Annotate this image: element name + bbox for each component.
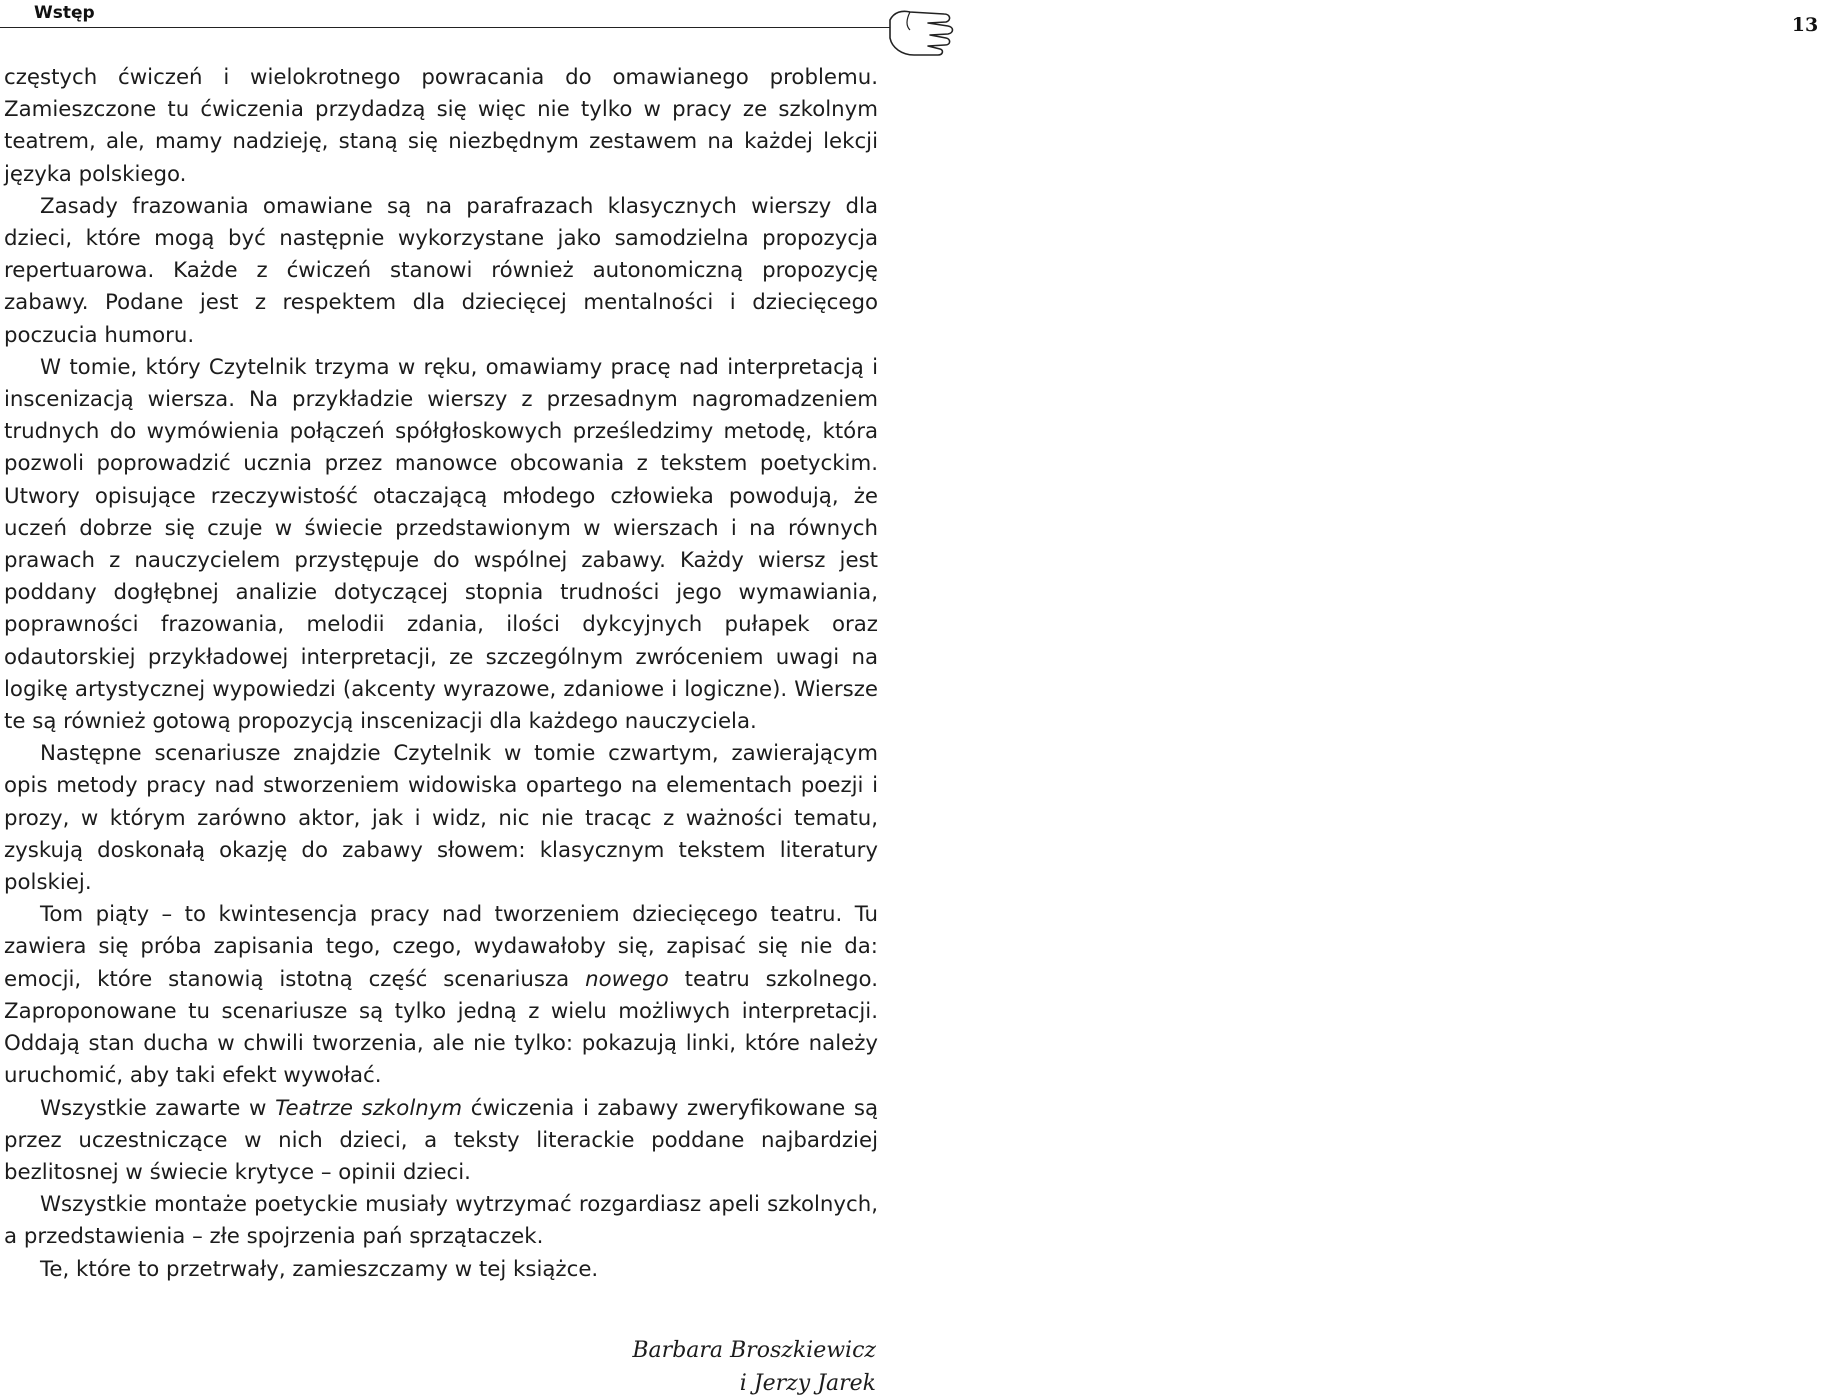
header-rule [0, 27, 893, 28]
emphasis-text: nowego [585, 966, 669, 992]
paragraph-text: teatru szkolnego. Zaproponowane tu scenariusze są tylko jedną z wielu możliwych interpretacji. Oddają stan ducha w chwili tworzenia, ale nie tylko: pokazują linki, które należy uruchomić, aby taki efekt wywołać. [4, 966, 878, 1089]
signature-line: Barbara Broszkiewicz [632, 1338, 876, 1363]
section-label: Wstęp [34, 3, 95, 23]
paragraph: Zasady frazowania omawiane są na parafrazach klasycznych wierszy dla dzieci, które mogą być następnie wykorzystane jako samodzielna propozycja repertuarowa. Każde z ćwiczeń stanowi również autonomiczną propozycję zabawy. Podane jest z respektem dla dziecięcej mentalności i dziecięcego poczucia humoru. [4, 193, 878, 348]
page-number: 13 [1791, 14, 1819, 36]
pointing-hand-icon [884, 0, 960, 62]
paragraph [4, 899, 878, 1092]
paragraph-text: ćwiczenia i zabawy zweryfikowane są przez uczestniczące w nich dzieci, a teksty literackie poddane najbardziej bezlitosnej w świecie krytyce – opinii dzieci. [4, 1095, 878, 1185]
paragraph: Te, które to przetrwały, zamieszczamy w tej książce. [40, 1256, 599, 1282]
body-text [4, 62, 878, 1286]
paragraph-text: Wszystkie zawarte w [40, 1095, 276, 1121]
author-signature [632, 1334, 876, 1400]
running-header [0, 0, 960, 30]
signature-line: i Jerzy Jarek [739, 1371, 876, 1396]
paragraph: Następne scenariusze znajdzie Czytelnik w tomie czwartym, zawierającym opis metody pracy nad stworzeniem widowiska opartego na elementach poezji i prozy, w którym zarówno aktor, jak i widz, nic nie tracąc z ważności tematu, zyskują doskonałą okazję do zabawy słowem: klasycznym tekstem literatury polskiej. [4, 741, 878, 896]
paragraph: W tomie, który Czytelnik trzyma w ręku, omawiamy pracę nad interpretacją i inscenizacją wiersza. Na przykładzie wierszy z przesadnym nagromadzeniem trudnych do wymówienia połączeń spółgłoskowych prześledzimy metodę, która pozwoli poprowadzić ucznia przez manowce obcowania z tekstem poetyckim. Utwory opisujące rzeczywistość otaczającą młodego człowieka powodują, że uczeń dobrze się czuje w świecie przedstawionym w wierszach i na równych prawach z nauczycielem przystępuje do wspólnej zabawy. Każdy wiersz jest poddany dogłębnej analizie dotyczącej stopnia trudności jego wymawiania, poprawności frazowania, melodii zdania, ilości dykcyjnych pułapek oraz odautorskiej przykładowej interpretacji, ze szczególnym zwróceniem uwagi na logikę artystycznej wypowiedzi (akcenty wyrazowe, zdaniowe i logiczne). Wiersze te są również gotową propozycją inscenizacji dla każdego nauczyciela. [4, 354, 878, 735]
paragraph [4, 1093, 878, 1190]
page-number-tab [884, 0, 1819, 62]
paragraph: Wszystkie montaże poetyckie musiały wytrzymać rozgardiasz apeli szkolnych, a przedstawienia – złe spojrzenia pań sprzątaczek. [4, 1192, 878, 1250]
paragraph: częstych ćwiczeń i wielokrotnego powracania do omawianego problemu. Zamieszczone tu ćwiczenia przydadzą się więc nie tylko w pracy ze szkolnym teatrem, ale, mamy nadzieję, staną się niezbędnym zestawem na każdej lekcji języka polskiego. [4, 65, 878, 187]
paragraph-text: Tom piąty – to kwintesencja pracy nad tworzeniem dziecięcego teatru. Tu zawiera się próba zapisania tego, czego, wydawałoby się, zapisać się nie da: emocji, które stanowią istotną część scenariusza [4, 902, 878, 992]
book-title: Teatrze szkolnym [275, 1095, 463, 1121]
